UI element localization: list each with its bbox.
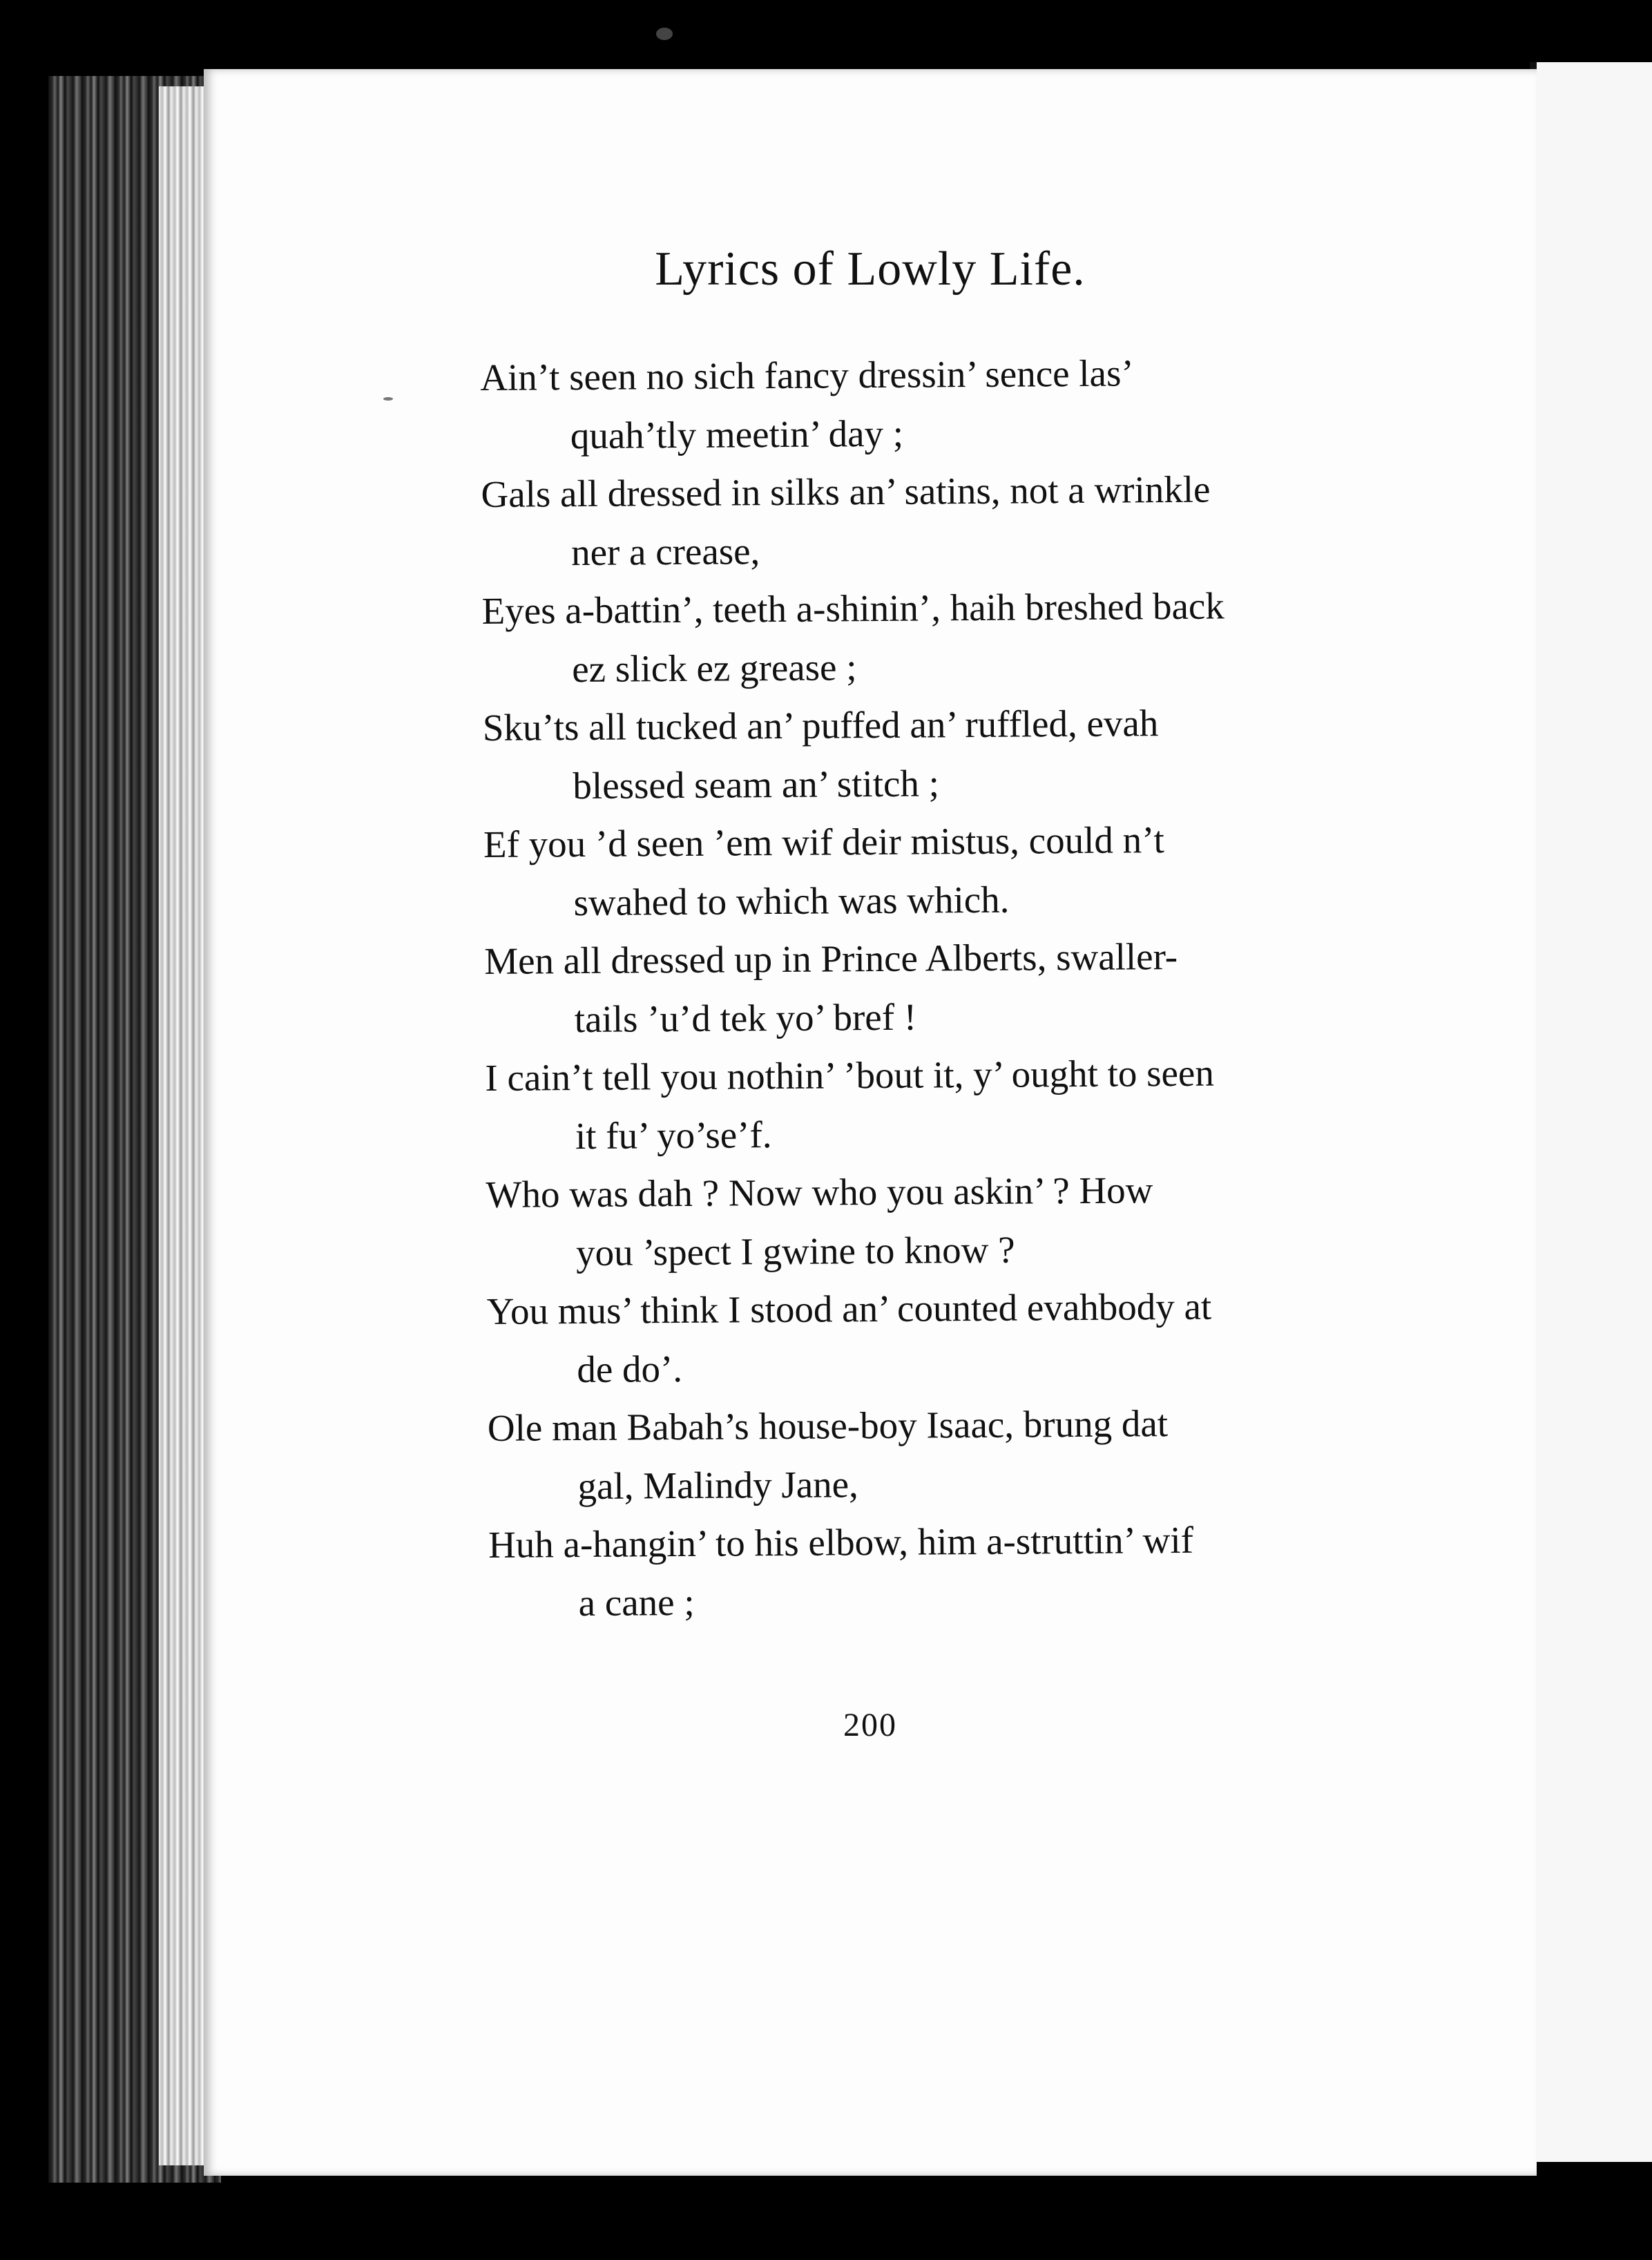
poem-line: Huh a-hangin’ to his elbow, him a-struttin’ wif: [488, 1518, 1194, 1566]
poem-line: it fu’ yo’se’f.: [575, 1113, 772, 1157]
poem-line: Ole man Babah’s house-boy Isaac, brung dat: [487, 1402, 1169, 1449]
book-page: [204, 69, 1537, 2176]
poem-line: de do’.: [577, 1347, 683, 1390]
poem-line: you ’spect I gwine to know ?: [575, 1228, 1015, 1274]
poem-line: tails ’u’d tek yo’ bref !: [574, 995, 917, 1040]
poem-line: Men all dressed up in Prince Alberts, swaller-: [483, 935, 1178, 982]
scan-speck: [383, 397, 393, 401]
poem-line: Eyes a-battin’, teeth a-shinin’, haih breshed back: [481, 584, 1225, 632]
poem-line: Ain’t seen no sich fancy dressin’ sence las’: [480, 352, 1134, 399]
page-stack-edge: [159, 86, 207, 2165]
poem-line: blessed seam an’ stitch ;: [573, 761, 940, 807]
poem-line: Sku’ts all tucked an’ puffed an’ ruffled, evah: [482, 702, 1159, 749]
page-number: 200: [843, 1707, 897, 1743]
poem-line: Ef you ’d seen ’em wif deir mistus, could n’t: [483, 818, 1164, 865]
poem-line: a cane ;: [578, 1580, 695, 1624]
poem-line: gal, Malindy Jane,: [577, 1462, 858, 1507]
poem-line: ner a crease,: [570, 529, 760, 573]
poem-line: Who was dah ? Now who you askin’ ? How: [486, 1169, 1153, 1216]
poem-line: You mus’ think I stood an’ counted evahbody at: [486, 1285, 1212, 1332]
facing-page-edge: [1530, 62, 1652, 2162]
poem-line: Gals all dressed in silks an’ satins, not a wrinkle: [481, 468, 1211, 515]
scan-speck: [656, 28, 673, 40]
poem-line: ez slick ez grease ;: [572, 645, 857, 690]
poem-line: I cain’t tell you nothin’ ’bout it, y’ ought to seen: [485, 1051, 1215, 1099]
poem-line: swahed to which was which.: [573, 878, 1010, 923]
running-header: Lyrics of Lowly Life.: [655, 242, 1086, 296]
poem-text: [480, 343, 1387, 1633]
poem-line: quah’tly meetin’ day ;: [570, 412, 904, 457]
